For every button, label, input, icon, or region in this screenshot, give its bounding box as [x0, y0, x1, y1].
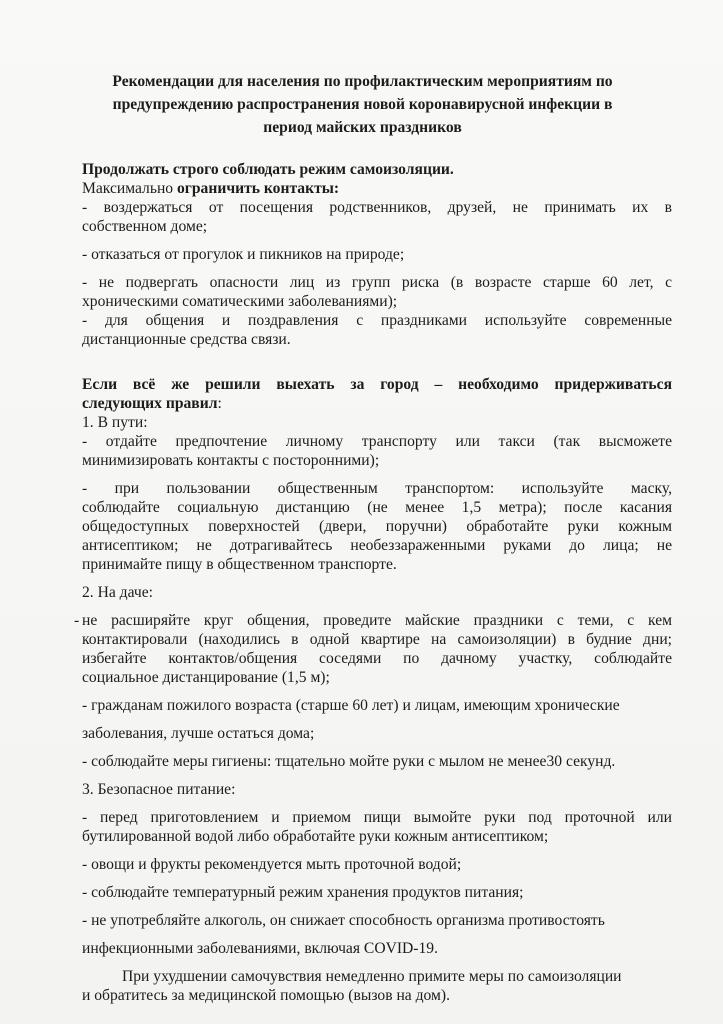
- numbered-heading-1: 1. В пути:: [82, 414, 148, 431]
- list-item: - овощи и фрукты рекомендуется мыть проточной водой;: [82, 856, 462, 873]
- list-item: - не подвергать опасности лиц из групп риска (в возрасте старше 60 лет, с хроническими соматическими заболеваниями);: [82, 274, 672, 310]
- list-item: - для общения и поздравления с праздниками используйте современные дистанционные средства связи.: [82, 312, 672, 348]
- title-line-3: период майских праздников: [263, 119, 462, 136]
- list-item: - соблюдайте температурный режим хранения продуктов питания;: [82, 884, 524, 901]
- list-item: - не употребляйте алкоголь, он снижает способность организма противостоять инфекционными заболеваниями, включая COVID-19.: [82, 912, 605, 957]
- list-item: - гражданам пожилого возраста (старше 60 лет) и лицам, имеющим хронические заболевания, лучше остаться дома;: [82, 697, 620, 742]
- list-item: - соблюдайте меры гигиены: тщательно мойте руки с мылом не менее30 секунд.: [82, 753, 616, 770]
- closing-paragraph: При ухудшении самочувствия немедленно примите меры по самоизоляции и обратитесь за медицинской помощью (вызов на дом).: [82, 968, 622, 1004]
- section1-lead: Максимально ограничить контакты:: [82, 180, 340, 197]
- title-line-1: Рекомендации для населения по профилактическим мероприятиям по: [112, 73, 613, 90]
- list-item: - перед приготовлением и приемом пищи вымойте руки под проточной или бутилированной водой либо обработайте руки кожным антисептиком;: [82, 809, 672, 845]
- list-item: - воздержаться от посещения родственников, друзей, не принимать их в собственном доме;: [82, 199, 672, 235]
- list-item: - отказаться от прогулок и пикников на природе;: [82, 246, 405, 263]
- numbered-heading-3: 3. Безопасное питание:: [82, 781, 236, 798]
- document-body: [74, 160, 672, 1005]
- list-item: - не расширяйте круг общения, проведите майские праздники с теми, с кем контактировали (находились в одной квартире на самоизоляции) в будние дни; избегайте контактов/общения соседями по дачному участку, соблюдайте социальное дистанцирование (1,5 м);: [74, 612, 672, 686]
- document-title: [95, 70, 630, 139]
- title-line-2: предупреждению распространения новой коронавирусной инфекции в: [112, 96, 613, 113]
- list-item: - при пользовании общественным транспортом: используйте маску, соблюдайте социальную дистанцию (не менее 1,5 метра); после касания общедоступных поверхностей (двери, поручни) обработайте руки кожным антисептиком; не дотрагивайтесь необеззараженными руками до лица; не принимайте пищу в общественном транспорте.: [82, 480, 672, 573]
- section2-heading: Если всё же решили выехать за город – необходимо придерживаться следующих правил:: [82, 376, 672, 412]
- section1-heading: Продолжать строго соблюдать режим самоизоляции.: [82, 161, 454, 178]
- list-item: - отдайте предпочтение личному транспорту или такси (так высможете минимизировать контакты с посторонними);: [82, 433, 672, 469]
- numbered-heading-2: 2. На даче:: [82, 584, 154, 601]
